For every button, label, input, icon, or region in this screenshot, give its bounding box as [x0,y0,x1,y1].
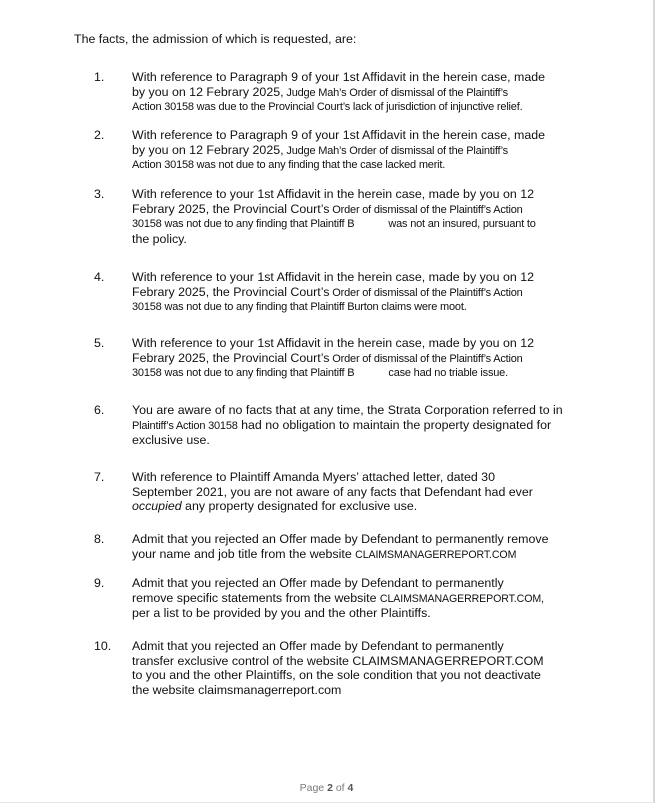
item-line: With reference to your 1st Affidavit in the herein case, made by you on 12 [132,187,535,201]
item-line [132,285,588,301]
item-text [132,403,588,448]
item-line: With reference to your 1st Affidavit in the herein case, made by you on 12 [132,270,535,284]
item-line-part: Plaintiff’s Action 30158 [132,419,238,432]
item-number: 2. [94,128,105,142]
item-line [132,418,588,434]
website-name: CLAIMSMANAGERREPORT.COM, [379,592,544,605]
item-line [132,217,588,232]
item-line-part: 30158 was not due to any finding that Plaintiff B [132,218,355,231]
item-line: With reference to Paragraph 9 of your 1st Affidavit in the herein case, made [132,70,546,84]
item-line-part: any property designated for exclusive use. [181,499,418,514]
item-line-part: remove specific statements from the website [132,590,380,605]
intro-sentence: The facts, the admission of which is requested, are: [74,32,357,46]
item-line [132,499,588,514]
item-line: With reference to Plaintiff Amanda Myers’ attached letter, dated 30 [132,470,495,484]
item-text [132,270,588,315]
item-line: Action 30158 was due to the Provincial Court’s lack of jurisdiction of injunctive relief. [132,101,523,114]
item-line: With reference to Paragraph 9 of your 1st Affidavit in the herein case, made [132,128,546,142]
item-line-part: Order of dismissal of the Plaintiff’s Action [329,286,523,299]
item-line-part: Febrary 2025, the Provincial Court’s [132,201,330,216]
item-line-part: by you on 12 Febrary 2025, [132,142,284,157]
item-number: 9. [94,576,105,590]
item-number: 1. [94,70,105,84]
item-number: 3. [94,187,105,201]
item-line [132,351,588,367]
item-line-part: Judge Mah’s Order of dismissal of the Plaintiff’s [283,144,508,157]
item-text [132,470,588,514]
item-line-part: Order of dismissal of the Plaintiff’s Action [329,352,523,365]
footer-current-page: 2 [327,782,333,794]
item-line [132,143,588,159]
item-line: Admit that you rejected an Offer made by Defendant to permanently remove [132,532,549,546]
item-line: the website claimsmanagerreport.com [132,682,342,697]
item-line: 30158 was not due to any finding that Plaintiff Burton claims were moot. [132,301,467,314]
item-line-part: Order of dismissal of the Plaintiff’s Action [329,203,523,216]
item-line-part: Judge Mah’s Order of dismissal of the Plaintiff’s [283,86,508,99]
item-line-part: Febrary 2025, the Provincial Court’s [132,350,330,365]
item-text [132,70,588,115]
item-line-part: 30158 was not due to any finding that Plaintiff B [132,367,355,380]
item-line: September 2021, you are not aware of any facts that Defendant had ever [132,484,533,499]
item-line [132,366,588,381]
item-line-part: was not an insured, pursuant to [388,218,536,231]
item-text [132,532,588,562]
item-number: 8. [94,532,105,546]
item-number: 7. [94,470,105,484]
item-text [132,576,588,621]
item-line: transfer exclusive control of the website CLAIMSMANAGERREPORT.COM [132,653,544,668]
item-line-part: had no obligation to maintain the property designated for [237,417,552,432]
item-line-part: by you on 12 Febrary 2025, [132,84,284,99]
item-line: Admit that you rejected an Offer made by Defendant to permanently [132,639,504,653]
item-line [132,547,588,563]
item-line: Action 30158 was not due to any finding that the case lacked merit. [132,159,446,172]
footer-page-word: Page [299,782,325,794]
item-line: per a list to be provided by you and the other Plaintiffs. [132,606,431,621]
item-line-part: your name and job title from the website [132,546,356,561]
item-line: With reference to your 1st Affidavit in the herein case, made by you on 12 [132,336,535,350]
item-text [132,336,588,381]
item-line-part: case had no triable issue. [388,367,508,380]
footer-total-pages: 4 [347,782,354,794]
item-text [132,128,588,173]
item-line: exclusive use. [132,433,210,448]
item-line: the policy. [132,231,187,246]
item-line: You are aware of no facts that at any time, the Strata Corporation referred to in [132,403,563,417]
item-line: to you and the other Plaintiffs, on the sole condition that you not deactivate [132,668,541,683]
item-line [132,85,588,101]
item-line [132,202,588,218]
item-number: 10. [94,639,112,653]
item-text [132,187,588,246]
item-number: 5. [94,336,105,350]
website-name: CLAIMSMANAGERREPORT.COM [355,548,517,561]
page-number-footer [0,782,653,794]
item-number: 4. [94,270,105,284]
item-line [132,591,588,607]
item-line: Admit that you rejected an Offer made by Defendant to permanently [132,576,504,590]
item-text [132,639,588,697]
footer-of-word: of [335,782,345,794]
item-number: 6. [94,403,105,417]
item-line-part: Febrary 2025, the Provincial Court’s [132,284,330,299]
emphasized-word: occupied [132,499,182,514]
